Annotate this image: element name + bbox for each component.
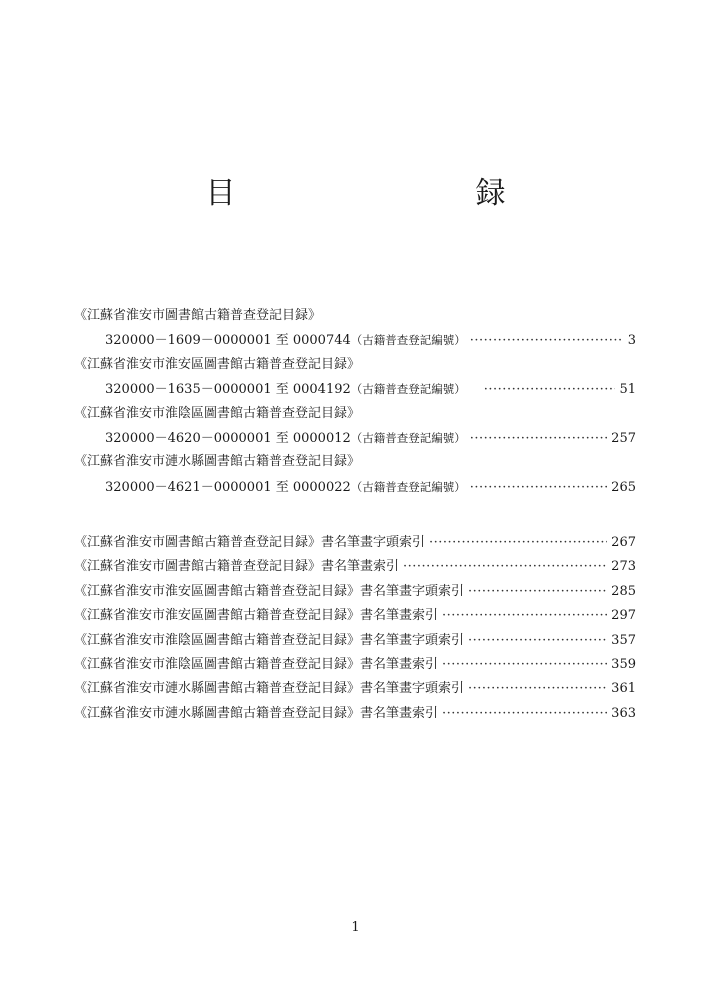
- toc-page-number: 257: [611, 430, 636, 446]
- toc-page-number: 51: [619, 382, 636, 398]
- toc-index-label: 《江蘇省淮安市漣水縣圖書館古籍普查登記目録》書名筆畫字頭索引: [74, 681, 465, 697]
- toc-index-label: 《江蘇省淮安市漣水縣圖書館古籍普查登記目録》書名筆畫索引: [74, 705, 439, 721]
- toc-catalog-note: （古籍普查登記編號）: [350, 333, 466, 348]
- toc-index-label: 《江蘇省淮安市淮安區圖書館古籍普查登記目録》書名筆畫字頭索引: [74, 583, 465, 599]
- toc-catalog-title: 《江蘇省淮安市圖書館古籍普查登記目録》: [74, 308, 322, 323]
- toc-index-label: 《江蘇省淮安市淮安區圖書館古籍普查登記目録》書名筆畫索引: [74, 608, 439, 624]
- toc-catalog-entry[interactable]: [74, 377, 636, 401]
- toc-index-label: 《江蘇省淮安市淮陰區圖書館古籍普查登記目録》書名筆畫字頭索引: [74, 632, 465, 648]
- toc-index-entry[interactable]: [74, 531, 636, 555]
- toc-catalog-code: 320000－4620－0000001 至 0000012: [105, 430, 351, 446]
- toc-catalog-title: 《江蘇省淮安市淮安區圖書館古籍普查登記目録》: [74, 356, 361, 372]
- toc-page-number: 273: [611, 559, 636, 575]
- dot-leader: [468, 580, 607, 604]
- toc-page-number: 265: [611, 479, 636, 495]
- toc-page-number: 3: [627, 333, 636, 349]
- toc-catalog-heading[interactable]: [74, 304, 636, 328]
- toc-catalog-code: 320000－1635－0000001 至 0004192: [105, 382, 351, 398]
- toc-index-entry[interactable]: [74, 604, 636, 628]
- toc-index-entry[interactable]: [74, 677, 636, 701]
- toc-catalog-note: （古籍普查登記編號）: [350, 382, 466, 397]
- toc-index-entry[interactable]: [74, 702, 636, 726]
- toc-catalog-heading[interactable]: [74, 353, 636, 377]
- dot-leader: [429, 531, 607, 555]
- toc-catalog-note: （古籍普查登記編號）: [350, 430, 466, 445]
- toc-catalog-entry[interactable]: [74, 475, 636, 499]
- toc-catalog-title: 《江蘇省淮安市淮陰區圖書館古籍普查登記目録》: [74, 405, 361, 421]
- toc-index-label: 《江蘇省淮安市圖書館古籍普查登記目録》書名筆畫索引: [74, 559, 400, 575]
- toc-index-section: [74, 531, 636, 726]
- toc-page-number: 297: [611, 608, 636, 624]
- toc-page-number: 363: [611, 705, 636, 721]
- dot-leader: [442, 653, 607, 677]
- dot-leader: [403, 555, 607, 579]
- toc-catalog-entry[interactable]: [74, 426, 636, 450]
- toc-page-number: 361: [611, 681, 636, 697]
- toc-catalog-entry[interactable]: [74, 328, 636, 352]
- page-title: 目 録: [205, 176, 566, 211]
- toc-index-entry[interactable]: [74, 555, 636, 579]
- toc-catalog-title: 《江蘇省淮安市漣水縣圖書館古籍普查登記目録》: [74, 454, 361, 470]
- toc-catalog-heading[interactable]: [74, 402, 636, 426]
- dot-leader: [468, 677, 607, 701]
- page-number: 1: [351, 920, 360, 935]
- dot-leader: [468, 629, 607, 653]
- dot-leader: [442, 604, 607, 628]
- toc-catalog-heading[interactable]: [74, 450, 636, 474]
- toc-page-number: 357: [611, 632, 636, 648]
- toc-page-number: 359: [611, 656, 636, 672]
- toc-index-entry[interactable]: [74, 629, 636, 653]
- toc-catalog-code: 320000－1609－0000001 至 0000744: [105, 333, 351, 349]
- toc-page-number: 267: [611, 535, 636, 550]
- dot-leader: [442, 702, 607, 726]
- dot-leader: [470, 329, 622, 353]
- dot-leader: [470, 476, 607, 500]
- dot-leader: [470, 427, 607, 451]
- toc-index-label: 《江蘇省淮安市淮陰區圖書館古籍普查登記目録》書名筆畫索引: [74, 656, 439, 672]
- toc-catalog-section: [74, 304, 636, 499]
- toc-index-entry[interactable]: [74, 580, 636, 604]
- toc-index-label: 《江蘇省淮安市圖書館古籍普查登記目録》書名筆畫字頭索引: [74, 535, 426, 550]
- toc-index-entry[interactable]: [74, 653, 636, 677]
- toc-catalog-note: （古籍普查登記編號）: [350, 479, 466, 494]
- dot-leader: [484, 378, 616, 402]
- toc-page-number: 285: [611, 583, 636, 599]
- toc-catalog-code: 320000－4621－0000001 至 0000022: [105, 479, 351, 495]
